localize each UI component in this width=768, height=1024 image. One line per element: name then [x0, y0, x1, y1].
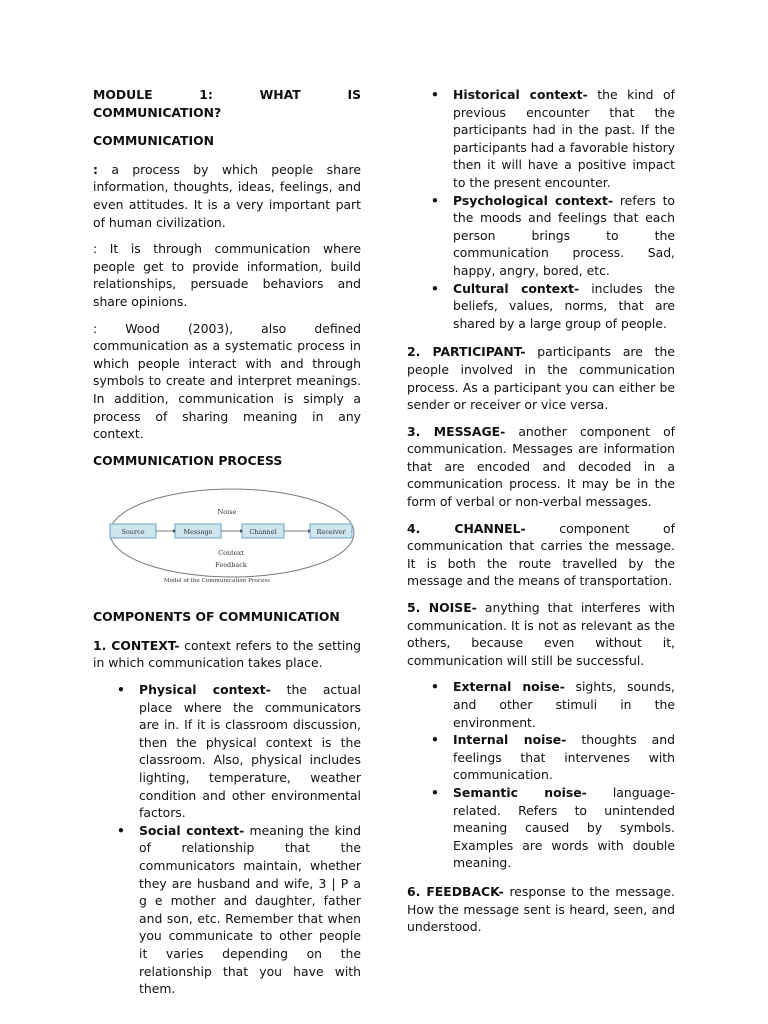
context-list-right	[407, 86, 675, 332]
module-title: MODULE 1: WHAT IS COMMUNICATION?	[93, 87, 361, 120]
list-item	[93, 822, 361, 998]
bullet: •	[431, 679, 439, 695]
bullet: •	[117, 822, 125, 838]
right-column	[407, 86, 675, 945]
channel-label: 4. CHANNEL-	[407, 520, 526, 536]
item-text: thoughts and feelings that intervenes with communication.	[453, 732, 675, 783]
participant-text: participants are the people involved in the communication process. As a participant you can either be sender or receiver or vice versa.	[407, 344, 675, 413]
definition-1	[93, 161, 361, 231]
context-list-left	[93, 681, 361, 998]
participant-paragraph	[407, 343, 675, 413]
item-label: External noise-	[453, 679, 565, 695]
noise-label: 5. NOISE-	[407, 600, 477, 616]
feedback-label: 6. FEEDBACK-	[407, 883, 504, 899]
message-paragraph	[407, 423, 675, 511]
channel-paragraph	[407, 520, 675, 590]
definition-3: : Wood (2003), also defined communication as a systematic process in which people interact with and through symbols to create and interpret meanings. In addition, communication is simply a process of sharing meaning in any context.	[93, 320, 361, 442]
participant-label: 2. PARTICIPANT-	[407, 344, 526, 360]
list-item	[407, 192, 675, 280]
item-label: Cultural context-	[453, 280, 580, 296]
diagram-feedback-label: Feedback	[215, 561, 247, 570]
components-heading: COMPONENTS OF COMMUNICATION	[93, 609, 340, 625]
bullet: •	[431, 280, 439, 296]
list-item	[407, 678, 675, 731]
item-label: Social context-	[139, 822, 245, 838]
context-label: 1. CONTEXT-	[93, 637, 180, 653]
bullet: •	[431, 732, 439, 748]
definition-1-prefix: :	[93, 161, 98, 177]
definition-1-text: a process by which people share information, thoughts, ideas, feelings, and even attitudes. It is a very important part of human civilization.	[93, 161, 361, 230]
process-heading: COMMUNICATION PROCESS	[93, 452, 283, 468]
list-item	[407, 784, 675, 872]
item-text: includes the beliefs, values, norms, that are shared by a large group of people.	[453, 280, 675, 331]
feedback-paragraph	[407, 883, 675, 936]
communication-heading: COMMUNICATION	[93, 133, 215, 149]
list-item	[407, 86, 675, 192]
list-item	[407, 731, 675, 784]
diagram-noise-label: Noise	[217, 508, 237, 517]
list-item	[407, 280, 675, 333]
item-text: sights, sounds, and other stimuli in the environment.	[453, 679, 675, 730]
message-label: 3. MESSAGE-	[407, 423, 506, 439]
item-text: the actual place where the communicators are in. If it is classroom discussion, then the physical context is the classroom. Also, physical includes lighting, temperature, weather condition and other environmental factors.	[139, 682, 361, 821]
communication-process-diagram	[93, 480, 361, 586]
context-text: context refers to the setting in which communication takes place.	[93, 637, 361, 671]
noise-list	[407, 678, 675, 872]
item-label: Internal noise-	[453, 732, 567, 748]
item-text: meaning the kind of relationship that the communicators maintain, whether they are husband and wife, 3 | P a g e mother and daughter, father and son, etc. Remember that when you communicate to other people it varies depending on the relationship that you have with them.	[139, 822, 361, 997]
item-text: language-related. Refers to unintended meaning caused by symbols. Examples are words with double meaning.	[453, 784, 675, 871]
bullet: •	[431, 784, 439, 800]
bullet: •	[117, 682, 125, 698]
noise-text: anything that interferes with communication. It is not as relevant as the others, because even without it, communication will still be successful.	[407, 600, 675, 668]
channel-text: component of communication that carries the message. It is both the route travelled by the message and the means of transportation.	[407, 520, 676, 589]
diagram-source-label: Source	[121, 528, 145, 537]
item-label: Semantic noise-	[453, 784, 587, 800]
diagram-receiver-label: Receiver	[316, 528, 346, 537]
item-text: refers to the moods and feelings that each person brings to the communication process. Sad, happy, angry, bored, etc.	[453, 192, 676, 278]
definition-2: : It is through communication where people get to provide information, build relationships, persuade behaviors and share opinions.	[93, 241, 361, 309]
item-label: Psychological context-	[453, 192, 614, 208]
noise-paragraph	[407, 599, 675, 669]
diagram-context-label: Context	[218, 549, 244, 558]
item-label: Physical context-	[139, 682, 271, 698]
feedback-text: response to the message. How the message sent is heard, seen, and understood.	[407, 883, 675, 935]
bullet: •	[431, 87, 439, 102]
context-paragraph	[93, 637, 361, 672]
diagram-caption: Model of the Communication Process	[163, 578, 271, 585]
item-text: the kind of previous encounter that the participants had in the past. If the participants had a favorable history then it will have a positive impact to the present encounter.	[453, 87, 675, 190]
message-text: another component of communication. Messages are information that are encoded and decoded in a communication process. It may be in the form of verbal or non-verbal messages.	[407, 423, 676, 510]
diagram-channel-label: Channel	[249, 528, 277, 537]
item-label: Historical context-	[453, 87, 588, 102]
bullet: •	[431, 192, 439, 208]
diagram-message-label: Message	[183, 528, 213, 537]
left-column	[93, 86, 361, 1009]
list-item	[93, 681, 361, 822]
